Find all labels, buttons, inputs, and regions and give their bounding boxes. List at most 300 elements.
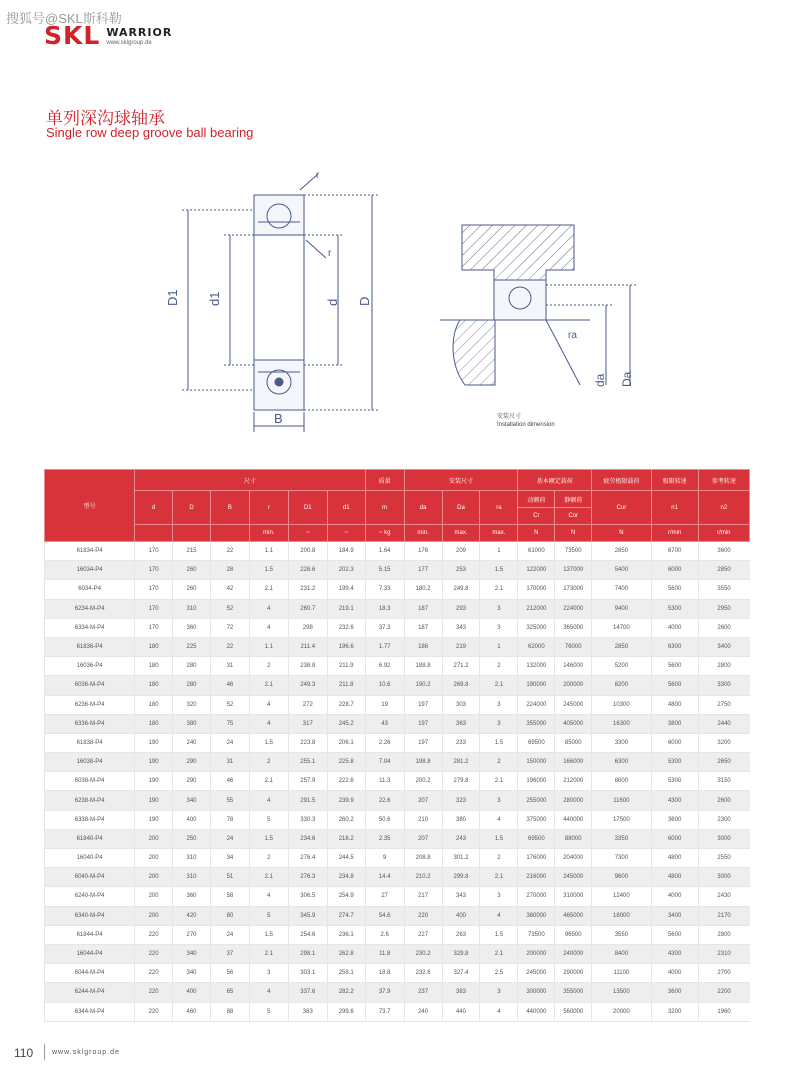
table-cell: 260 [173, 580, 211, 599]
table-cell: 254.9 [327, 887, 365, 906]
table-cell: 5300 [651, 599, 698, 618]
model-cell: 6036-M-P4 [45, 676, 135, 695]
table-cell: 13500 [592, 983, 651, 1002]
table-cell: 310 [173, 849, 211, 868]
table-cell: 2.1 [480, 676, 518, 695]
table-row [45, 676, 750, 695]
table-cell: 217 [404, 887, 442, 906]
table-cell: 42 [210, 580, 249, 599]
table-cell: 263 [442, 925, 480, 944]
table-cell: 200 [135, 906, 173, 925]
header-dynamic: 动额荷 [518, 491, 555, 508]
table-cell: 3 [480, 695, 518, 714]
brand-logo [44, 21, 173, 50]
model-cell: 6234-M-P4 [45, 599, 135, 618]
table-cell: 11.8 [365, 944, 404, 963]
table-row [45, 868, 750, 887]
table-cell: 50.6 [365, 810, 404, 829]
table-cell: 2.35 [365, 829, 404, 848]
table-cell: 465000 [555, 906, 592, 925]
table-cell: 207 [404, 791, 442, 810]
table-row [45, 1002, 750, 1021]
table-cell: 170 [135, 618, 173, 637]
unit-cell: max. [480, 525, 518, 542]
table-cell: 271.2 [442, 657, 480, 676]
table-cell: 2 [480, 657, 518, 676]
table-cell: 400 [173, 983, 211, 1002]
table-cell: 3600 [651, 810, 698, 829]
table-cell: 1.5 [480, 925, 518, 944]
table-cell: 3550 [698, 580, 749, 599]
table-cell: 187 [404, 599, 442, 618]
table-cell: 330.3 [288, 810, 327, 829]
table-cell: 200.8 [288, 542, 327, 561]
table-cell: 5600 [651, 657, 698, 676]
table-cell: 2750 [698, 695, 749, 714]
table-cell: 325000 [518, 618, 555, 637]
table-cell: 5400 [592, 561, 651, 580]
header-install: 安装尺寸 [404, 470, 518, 491]
table-cell: 170 [135, 561, 173, 580]
table-cell: 7.04 [365, 753, 404, 772]
table-cell: 197 [404, 733, 442, 752]
table-cell: 220 [135, 925, 173, 944]
table-cell: 6000 [651, 733, 698, 752]
table-cell: 3 [480, 791, 518, 810]
table-cell: 4 [249, 983, 288, 1002]
table-cell: 1960 [698, 1002, 749, 1021]
table-cell: 345.9 [288, 906, 327, 925]
table-cell: 303.1 [288, 964, 327, 983]
table-cell: 460 [173, 1002, 211, 1021]
table-cell: 2.1 [249, 944, 288, 963]
header-static: 静额荷 [555, 491, 592, 508]
table-cell: 240 [173, 733, 211, 752]
table-cell: 224000 [555, 599, 592, 618]
table-row [45, 849, 750, 868]
table-cell: 184.9 [327, 542, 365, 561]
table-cell: 8200 [592, 676, 651, 695]
table-cell: 196000 [518, 772, 555, 791]
table-cell: 5600 [651, 676, 698, 695]
table-cell: 303 [442, 695, 480, 714]
table-cell: 196.6 [327, 637, 365, 656]
page-number: 110 [14, 1046, 34, 1060]
unit-cell: ~ [327, 525, 365, 542]
table-cell: 190 [135, 791, 173, 810]
table-cell: 1.77 [365, 637, 404, 656]
table-cell: 245000 [518, 964, 555, 983]
table-cell: 22 [210, 637, 249, 656]
table-cell: 204000 [555, 849, 592, 868]
table-cell: 150000 [518, 753, 555, 772]
table-cell: 3200 [698, 733, 749, 752]
table-cell: 5300 [651, 753, 698, 772]
table-cell: 1.5 [249, 925, 288, 944]
table-cell: 2 [249, 657, 288, 676]
table-cell: 6000 [651, 561, 698, 580]
table-cell: 37.3 [365, 618, 404, 637]
table-cell: 14.4 [365, 868, 404, 887]
table-cell: 2300 [698, 810, 749, 829]
table-cell: 12400 [592, 887, 651, 906]
table-cell: 188.8 [404, 657, 442, 676]
page-title-cn: 单列深沟球轴承 [46, 109, 165, 129]
table-cell: 4000 [651, 964, 698, 983]
table-cell: 2.1 [249, 868, 288, 887]
table-cell: 310 [173, 599, 211, 618]
table-cell: 186 [404, 637, 442, 656]
table-cell: 327.4 [442, 964, 480, 983]
table-cell: 255000 [518, 791, 555, 810]
table-cell: 2850 [698, 561, 749, 580]
table-cell: 225.8 [327, 753, 365, 772]
table-cell: 220 [135, 964, 173, 983]
table-cell: 323 [442, 791, 480, 810]
model-cell: 6334-M-P4 [45, 618, 135, 637]
table-cell: 2800 [698, 925, 749, 944]
table-cell: 227 [404, 925, 442, 944]
model-cell: 16044-P4 [45, 944, 135, 963]
table-cell: 11.3 [365, 772, 404, 791]
table-cell: 228.7 [327, 695, 365, 714]
table-cell: 4 [480, 1002, 518, 1021]
table-cell: 170000 [518, 580, 555, 599]
table-cell: 299.6 [327, 1002, 365, 1021]
table-cell: 51 [210, 868, 249, 887]
model-cell: 61836-P4 [45, 637, 135, 656]
table-cell: 122000 [518, 561, 555, 580]
model-cell: 6034-P4 [45, 580, 135, 599]
label-d1: d1 [207, 291, 222, 306]
table-cell: 4 [480, 906, 518, 925]
table-cell: 237 [404, 983, 442, 1002]
table-cell: 228.6 [288, 561, 327, 580]
table-cell: 360 [173, 887, 211, 906]
table-row [45, 810, 750, 829]
table-cell: 5200 [592, 657, 651, 676]
table-cell: 190 [135, 810, 173, 829]
table-cell: 272 [288, 695, 327, 714]
table-cell: 210 [404, 810, 442, 829]
table-cell: 1.5 [249, 733, 288, 752]
table-cell: 7300 [592, 849, 651, 868]
table-cell: 200 [135, 887, 173, 906]
table-cell: 5.15 [365, 561, 404, 580]
table-cell: 2 [480, 753, 518, 772]
table-cell: 3600 [651, 983, 698, 1002]
logo-url: www.sklgroup.de [106, 40, 152, 46]
unit-cell: r/min [698, 525, 749, 542]
table-cell: 8000 [592, 772, 651, 791]
model-cell: 6338-M-P4 [45, 810, 135, 829]
table-cell: 207 [404, 829, 442, 848]
table-cell: 257.9 [288, 772, 327, 791]
table-cell: 383 [288, 1002, 327, 1021]
table-cell: 2.26 [365, 733, 404, 752]
table-cell: 405000 [555, 714, 592, 733]
col-B: B [210, 491, 249, 525]
table-cell: 2600 [698, 618, 749, 637]
table-cell: 1.64 [365, 542, 404, 561]
label-ra: ra [568, 330, 577, 341]
unit-cell: ~ [288, 525, 327, 542]
table-cell: 8400 [592, 944, 651, 963]
logo-brand-name: WARRIOR [106, 26, 173, 39]
table-cell: 3 [480, 599, 518, 618]
table-cell: 249.3 [288, 676, 327, 695]
table-row [45, 772, 750, 791]
table-cell: 54.6 [365, 906, 404, 925]
table-cell: 299.8 [442, 868, 480, 887]
footer-divider [44, 1044, 45, 1060]
label-d: d [325, 298, 340, 306]
table-cell: 96500 [555, 925, 592, 944]
table-cell: 220 [135, 1002, 173, 1021]
col-n2: n2 [698, 491, 749, 525]
table-cell: 190.2 [404, 676, 442, 695]
col-r: r [249, 491, 288, 525]
table-cell: 380000 [518, 906, 555, 925]
table-cell: 4 [249, 714, 288, 733]
table-cell: 1.5 [249, 561, 288, 580]
table-cell: 190 [135, 753, 173, 772]
table-row [45, 561, 750, 580]
table-cell: 245000 [555, 695, 592, 714]
table-cell: 180 [135, 657, 173, 676]
table-cell: 225 [173, 637, 211, 656]
col-D1: D1 [288, 491, 327, 525]
table-cell: 375000 [518, 810, 555, 829]
table-cell: 298 [288, 618, 327, 637]
table-cell: 170 [135, 580, 173, 599]
table-row [45, 618, 750, 637]
table-cell: 560000 [555, 1002, 592, 1021]
table-row [45, 637, 750, 656]
table-cell: 320 [173, 695, 211, 714]
table-cell: 4 [249, 695, 288, 714]
table-cell: 19 [365, 695, 404, 714]
table-cell: 2.1 [480, 868, 518, 887]
table-cell: 211.4 [288, 637, 327, 656]
table-cell: 73.7 [365, 1002, 404, 1021]
table-cell: 270000 [518, 887, 555, 906]
table-cell: 206.1 [327, 733, 365, 752]
table-cell: 223.8 [288, 733, 327, 752]
table-cell: 340 [173, 944, 211, 963]
table-cell: 4800 [651, 849, 698, 868]
table-cell: 215 [173, 542, 211, 561]
table-cell: 3300 [698, 676, 749, 695]
unit-cell [135, 525, 173, 542]
table-cell: 200000 [555, 676, 592, 695]
model-cell: 6244-M-P4 [45, 983, 135, 1002]
table-row [45, 695, 750, 714]
table-cell: 280 [173, 676, 211, 695]
table-cell: 211.8 [327, 676, 365, 695]
table-cell: 3800 [651, 714, 698, 733]
header-dims: 尺寸 [135, 470, 366, 491]
table-cell: 1.5 [480, 561, 518, 580]
table-cell: 10300 [592, 695, 651, 714]
table-cell: 20000 [592, 1002, 651, 1021]
table-cell: 343 [442, 618, 480, 637]
table-cell: 290000 [555, 964, 592, 983]
table-cell: 52 [210, 695, 249, 714]
col-Cr: Cr [518, 508, 555, 525]
table-cell: 281.2 [442, 753, 480, 772]
table-cell: 73500 [518, 925, 555, 944]
table-cell: 5 [249, 1002, 288, 1021]
table-cell: 276.4 [288, 849, 327, 868]
col-n1: n1 [651, 491, 698, 525]
table-cell: 9 [365, 849, 404, 868]
table-cell: 276.3 [288, 868, 327, 887]
header-limit-speed: 极限转速 [651, 470, 698, 491]
table-cell: 11100 [592, 964, 651, 983]
table-cell: 7400 [592, 580, 651, 599]
table-cell: 234.8 [327, 868, 365, 887]
table-cell: 291.5 [288, 791, 327, 810]
table-cell: 1 [480, 542, 518, 561]
table-cell: 2440 [698, 714, 749, 733]
table-cell: 1.1 [249, 637, 288, 656]
unit-cell [210, 525, 249, 542]
table-cell: 355000 [555, 983, 592, 1002]
table-cell: 31 [210, 657, 249, 676]
table-cell: 224000 [518, 695, 555, 714]
spec-table [44, 469, 750, 1022]
table-cell: 279.8 [442, 772, 480, 791]
table-cell: 3 [480, 887, 518, 906]
table-cell: 219.1 [327, 599, 365, 618]
table-cell: 216000 [518, 868, 555, 887]
table-cell: 4 [249, 599, 288, 618]
table-cell: 85000 [555, 733, 592, 752]
table-cell: 1.5 [480, 733, 518, 752]
table-cell: 232.6 [327, 618, 365, 637]
label-r-top: r [316, 170, 320, 181]
unit-cell: N [592, 525, 651, 542]
table-cell: 37 [210, 944, 249, 963]
table-cell: 220 [404, 906, 442, 925]
table-cell: 239.9 [327, 791, 365, 810]
table-cell: 2200 [698, 983, 749, 1002]
table-cell: 4800 [651, 868, 698, 887]
table-cell: 250 [173, 829, 211, 848]
table-cell: 290 [173, 772, 211, 791]
table-cell: 65 [210, 983, 249, 1002]
table-cell: 69500 [518, 829, 555, 848]
label-r-inner: r [328, 248, 332, 259]
table-cell: 212000 [518, 599, 555, 618]
table-cell: 9400 [592, 599, 651, 618]
table-cell: 24 [210, 733, 249, 752]
table-row [45, 964, 750, 983]
table-row [45, 599, 750, 618]
table-cell: 5300 [651, 772, 698, 791]
table-cell: 2.5 [480, 964, 518, 983]
table-cell: 274.7 [327, 906, 365, 925]
table-cell: 2650 [698, 753, 749, 772]
table-cell: 244.5 [327, 849, 365, 868]
table-cell: 3400 [698, 637, 749, 656]
table-cell: 5600 [651, 580, 698, 599]
table-cell: 2.1 [249, 772, 288, 791]
table-cell: 166000 [555, 753, 592, 772]
table-cell: 52 [210, 599, 249, 618]
table-cell: 230.2 [404, 944, 442, 963]
table-cell: 260.7 [288, 599, 327, 618]
unit-cell: min. [404, 525, 442, 542]
table-cell: 2.1 [480, 772, 518, 791]
col-Cur: Cur [592, 491, 651, 525]
table-cell: 22 [210, 542, 249, 561]
unit-cell: max. [442, 525, 480, 542]
table-cell: 72 [210, 618, 249, 637]
model-cell: 6238-M-P4 [45, 791, 135, 810]
table-cell: 187 [404, 618, 442, 637]
table-cell: 253 [442, 561, 480, 580]
table-cell: 55 [210, 791, 249, 810]
table-cell: 238.8 [288, 657, 327, 676]
table-cell: 11600 [592, 791, 651, 810]
installation-caption [497, 413, 555, 429]
table-cell: 170 [135, 599, 173, 618]
col-Cor: Cor [555, 508, 592, 525]
unit-cell: min. [249, 525, 288, 542]
model-cell: 6344-M-P4 [45, 1002, 135, 1021]
table-cell: 2310 [698, 944, 749, 963]
table-cell: 212000 [555, 772, 592, 791]
table-cell: 340 [173, 791, 211, 810]
model-cell: 61838-P4 [45, 733, 135, 752]
table-cell: 4300 [651, 791, 698, 810]
table-cell: 14700 [592, 618, 651, 637]
table-row [45, 925, 750, 944]
table-cell: 88000 [555, 829, 592, 848]
table-cell: 17500 [592, 810, 651, 829]
table-cell: 210.2 [404, 868, 442, 887]
table-cell: 3200 [651, 1002, 698, 1021]
table-cell: 200 [135, 849, 173, 868]
table-cell: 3150 [698, 772, 749, 791]
table-cell: 2800 [698, 657, 749, 676]
table-cell: 6.92 [365, 657, 404, 676]
table-cell: 269.8 [442, 676, 480, 695]
table-cell: 198.8 [404, 753, 442, 772]
table-cell: 176 [404, 542, 442, 561]
installation-caption-cn: 安装尺寸 [497, 414, 522, 420]
table-cell: 340 [173, 964, 211, 983]
table-cell: 176000 [518, 849, 555, 868]
table-cell: 170 [135, 542, 173, 561]
unit-cell: N [555, 525, 592, 542]
model-cell: 6236-M-P4 [45, 695, 135, 714]
table-cell: 46 [210, 772, 249, 791]
table-cell: 190 [135, 733, 173, 752]
table-cell: 5 [249, 906, 288, 925]
table-row [45, 733, 750, 752]
table-cell: 3 [480, 618, 518, 637]
model-cell: 16034-P4 [45, 561, 135, 580]
header-fatigue: 疲劳极限载荷 [592, 470, 651, 491]
table-cell: 10.6 [365, 676, 404, 695]
table-cell: 220 [135, 983, 173, 1002]
table-cell: 88 [210, 1002, 249, 1021]
table-cell: 2 [480, 849, 518, 868]
table-cell: 2.6 [365, 925, 404, 944]
